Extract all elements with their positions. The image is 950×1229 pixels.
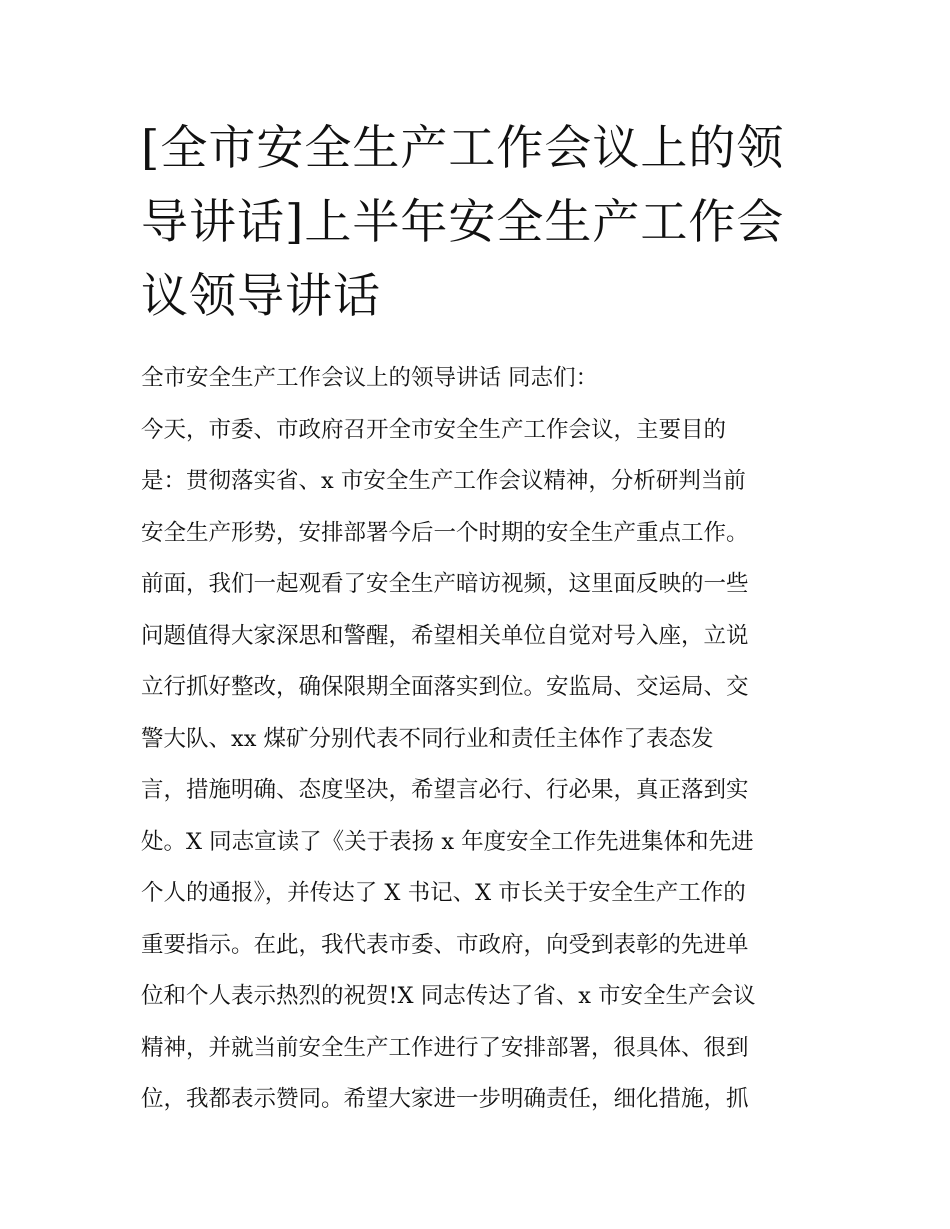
body-line: 安全生产形势，安排部署今后一个时期的安全生产重点工作。 xyxy=(141,519,749,546)
title-line: 导讲话]上半年安全生产工作会 xyxy=(141,195,785,250)
title-line: [全市安全生产工作会议上的领 xyxy=(141,121,785,176)
body-line: 位和个人表示热烈的祝贺!X 同志传达了省、x 市安全生产会议 xyxy=(141,983,756,1009)
body-line: 位，我都表示赞同。希望大家进一步明确责任，细化措施，抓 xyxy=(141,1086,749,1112)
body-line: 重要指示。在此，我代表市委、市政府，向受到表彰的先进单 xyxy=(141,931,749,958)
document-body xyxy=(141,353,831,1126)
body-line: 问题值得大家深思和警醒，希望相关单位自觉对号入座，立说 xyxy=(141,622,749,649)
body-line: 是：贯彻落实省、x 市安全生产工作会议精神，分析研判当前 xyxy=(141,468,746,494)
body-line: 言，措施明确、态度坚决，希望言必行、行必果，真正落到实 xyxy=(141,777,749,803)
document-title xyxy=(141,112,821,334)
body-line: 立行抓好整改，确保限期全面落实到位。安监局、交运局、交 xyxy=(141,674,749,700)
body-line: 今天，市委、市政府召开全市安全生产工作会议，主要目的 xyxy=(141,416,727,443)
body-line: 警大队、xx 煤矿分别代表不同行业和责任主体作了表态发 xyxy=(141,725,714,752)
body-line: 全市安全生产工作会议上的领导讲话 同志们： xyxy=(141,365,599,391)
body-line: 前面，我们一起观看了安全生产暗访视频，这里面反映的一些 xyxy=(141,571,749,597)
body-line: 个人的通报》，并传达了 X 书记、X 市长关于安全生产工作的 xyxy=(141,880,746,906)
body-line: 处。X 同志宣读了《关于表扬 x 年度安全工作先进集体和先进 xyxy=(141,828,754,855)
body-line: 精神，并就当前安全生产工作进行了安排部署，很具体、很到 xyxy=(141,1034,749,1061)
title-line: 议领导讲话 xyxy=(141,269,381,324)
